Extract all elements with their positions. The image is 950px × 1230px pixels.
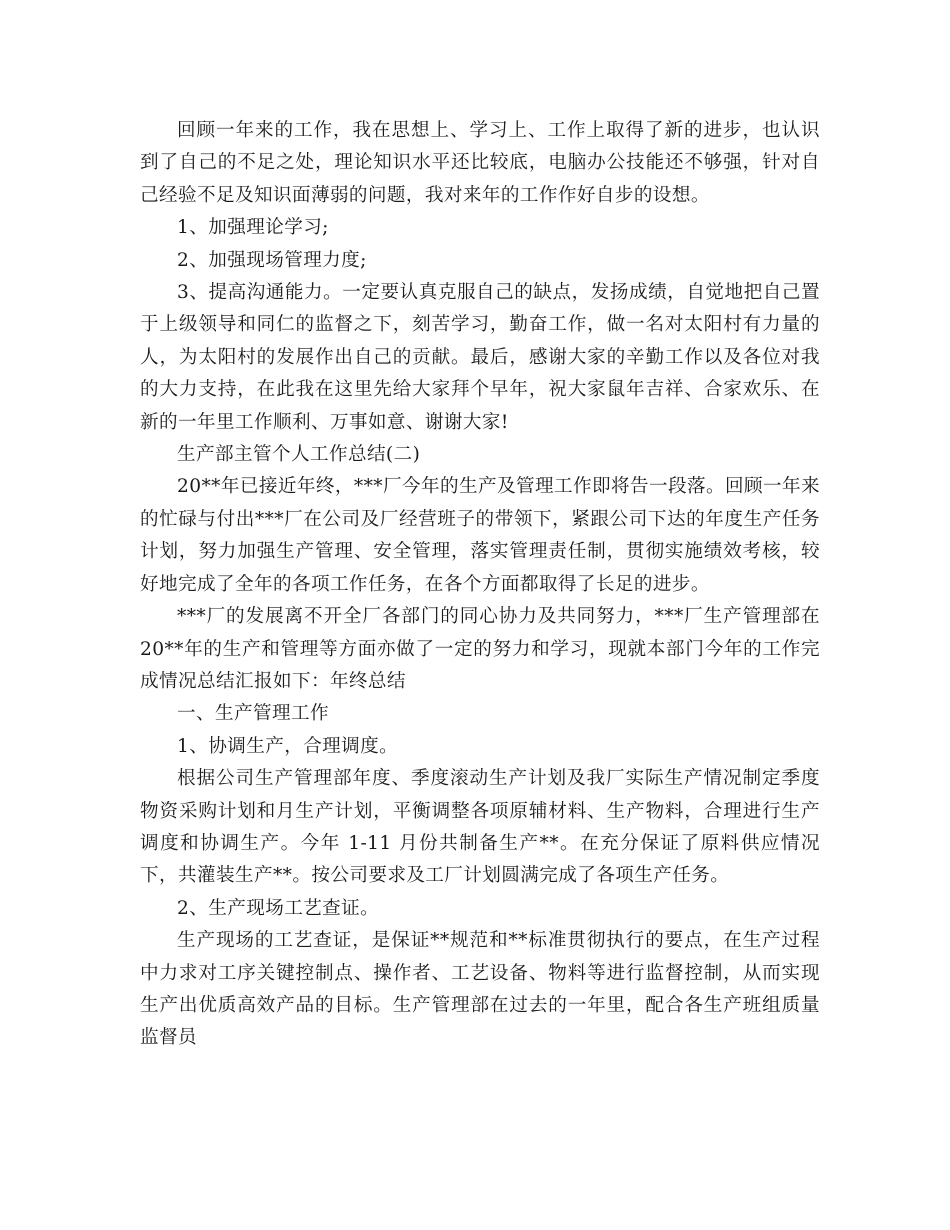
subheading-coordinate-production: 1、协调生产，合理调度。 <box>177 735 399 757</box>
paragraph-process-verification: 生产现场的工艺查证，是保证**规范和**标准贯彻执行的要点，在生产过程中力求对工序关键控制点、操作者、工艺设备、物料等进行监督控制，从而实现生产出优质高效产品的目标。生产管理部在过去的一年里，配合各生产班组质量监督员 <box>140 930 820 1049</box>
document-body <box>140 115 820 1055</box>
subheading-process-verification: 2、生产现场工艺查证。 <box>177 897 380 919</box>
paragraph-development: ***厂的发展离不开全厂各部门的同心协力及共同努力，***厂生产管理部在20**年的生产和管理等方面亦做了一定的努力和学习，现就本部门今年的工作完成情况总结汇报如下：年终总结 <box>140 606 820 692</box>
paragraph-review: 回顾一年来的工作，我在思想上、学习上、工作上取得了新的进步，也认识到了自己的不足之处，理论知识水平还比较底，电脑办公技能还不够强，针对自己经验不足及知识面薄弱的问题，我对来年的工作作好自步的设想。 <box>140 120 820 206</box>
section-title: 生产部主管个人工作总结(二) <box>177 444 421 466</box>
paragraph-item-2: 2、加强现场管理力度; <box>177 249 367 271</box>
paragraph-planning: 根据公司生产管理部年度、季度滚动生产计划及我厂实际生产情况制定季度物资采购计划和月生产计划，平衡调整各项原辅材料、生产物料，合理进行生产调度和协调生产。今年 1-11 月份共制备生产**。在充分保证了原料供应情况下，共灌装生产**。按公司要求及工厂计划圆满完成了各项生产任务。 <box>140 768 820 887</box>
paragraph-intro: 20**年已接近年终，***厂今年的生产及管理工作即将告一段落。回顾一年来的忙碌与付出***厂在公司及厂经营班子的带领下，紧跟公司下达的年度生产任务计划，努力加强生产管理、安全管理，落实管理责任制，贯彻实施绩效考核，较好地完成了全年的各项工作任务，在各个方面都取得了长足的进步。 <box>140 476 820 595</box>
paragraph-item-3: 3、提高沟通能力。一定要认真克服自己的缺点，发扬成绩，自觉地把自己置于上级领导和同仁的监督之下，刻苦学习，勤奋工作，做一名对太阳村有力量的人，为太阳村的发展作出自己的贡献。最后，感谢大家的辛勤工作以及各位对我的大力支持，在此我在这里先给大家拜个早年，祝大家鼠年吉祥、合家欢乐、在新的一年里工作顺利、万事如意、谢谢大家! <box>140 282 820 433</box>
paragraph-item-1: 1、加强理论学习; <box>177 217 329 239</box>
heading-production-management: 一、生产管理工作 <box>177 703 329 725</box>
